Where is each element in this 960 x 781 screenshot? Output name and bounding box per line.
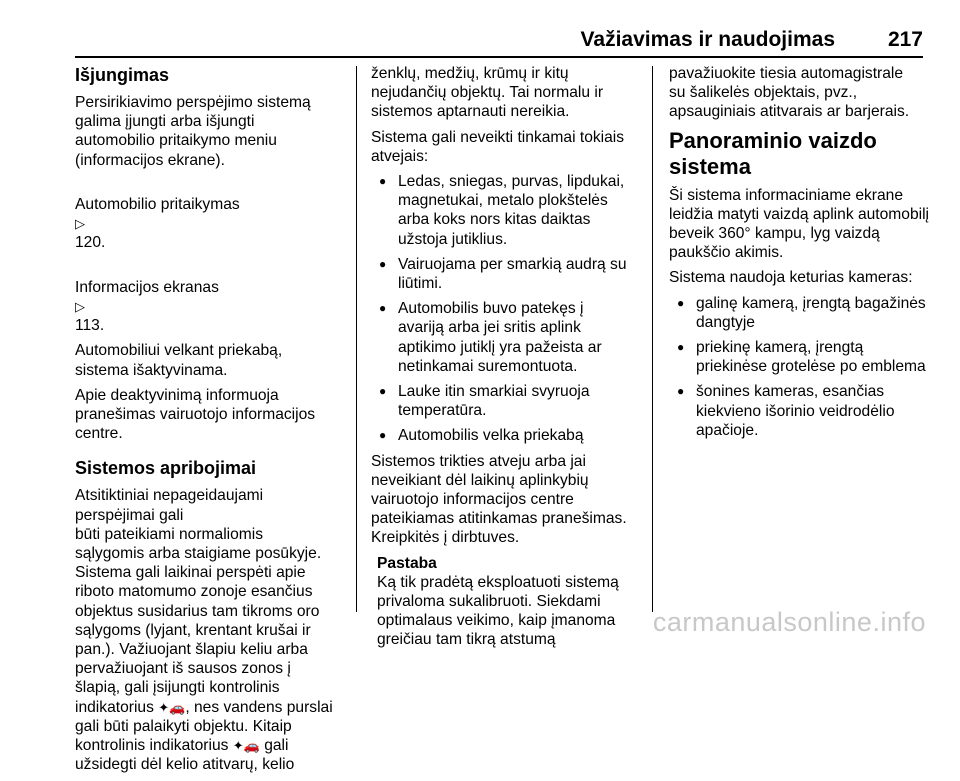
blind-spot-warning-icon: ✦🚗 <box>158 699 186 715</box>
note-box <box>377 554 637 650</box>
paragraph: Sistema naudoja keturias kameras: <box>669 269 913 287</box>
page-number: 217 <box>887 28 923 51</box>
blind-spot-warning-icon: ✦🚗 <box>232 738 260 754</box>
page-ref-link[interactable]: 113. <box>75 317 105 335</box>
column-2 <box>371 64 637 650</box>
page-ref-arrow-icon: ▷ <box>75 216 85 232</box>
paragraph: Persirikiavimo perspėjimo sistemą galima įjungti arba išjungti automobilio pritaikymo meniu (informacijos ekrane). <box>75 94 311 169</box>
list-item: ● galinę kamerą, įrengtą bagažinės dangtyje <box>669 294 931 332</box>
paragraph: ženklų, medžių, krūmų ir kitų nejudančių objektų. Tai normalu ir sistemos aptarnauti nereikia. <box>371 65 604 121</box>
paragraph: pavažiuokite tiesia automagistrale su šalikelės objektais, pvz., apsauginiais atitvarais ar barjerais. <box>669 65 910 121</box>
section-heading-apribojimai: Sistemos apribojimai <box>75 458 257 479</box>
list-item: ● Lauke itin smarkiai svyruoja temperatūra. <box>371 382 637 420</box>
column-1 <box>75 64 347 781</box>
cross-reference: Automobilio pritaikymas ▷ 120. <box>75 196 240 252</box>
list-item: ● Automobilis buvo patekęs į avariją arba jei sritis aplink aptikimo jutiklį yra pažeista ar netinkamai suremontuota. <box>371 299 637 376</box>
list-item: ● Vairuojama per smarkią audrą su liūtimi. <box>371 255 637 293</box>
page-header <box>75 20 923 58</box>
column-3 <box>669 64 931 446</box>
paragraph: Sistema gali neveikti tinkamai tokiais atvejais: <box>371 128 625 165</box>
list-item: ● Automobilis velka priekabą <box>371 426 637 445</box>
camera-list <box>669 294 931 440</box>
paragraph: Apie deaktyvinimą informuoja pranešimas vairuotojo informacijos centre. <box>75 386 316 443</box>
list-item: ● priekinę kamerą, įrengtą priekinėse grotelėse po emblema <box>669 338 931 376</box>
chapter-title: Važiavimas ir naudojimas <box>580 28 835 51</box>
paragraph-limitations: Atsitiktiniai nepageidaujami perspėjimai gali būti pateikiami normaliomis sąlygomis arba staigiame posūkyje. Sistema gali laikinai perspėti apie riboto matomumo zonoje esančius objektus susidarius tam tikroms oro sąlygoms (lyjant, krentant krušai ir pan.). Važiuojant šlapiu keliu arba pervažiuojant iš sausos zonos į šlapią, gali įsijungti kontrolinis indikatorius ✦🚗, nes vandens purslai gali būti palaikyti objektu. Kitaip kontrolinis indikatorius ✦🚗 gali užsidegti dėl kelio atitvarų, kelio <box>75 487 333 774</box>
paragraph: Automobiliui velkant priekabą, sistema išaktyvinama. <box>75 342 283 379</box>
page-ref-arrow-icon: ▷ <box>75 299 85 315</box>
column-divider-1 <box>356 66 357 612</box>
limitations-list <box>371 172 637 446</box>
cross-reference: Informacijos ekranas ▷ 113. <box>75 278 219 335</box>
page-ref-link[interactable]: 120. <box>75 234 106 252</box>
section-heading-isjungimas: Išjungimas <box>75 65 170 85</box>
note-title: Pastaba <box>377 554 437 572</box>
column-divider-2 <box>652 66 653 612</box>
note-body: Ką tik pradėtą eksploatuoti sistemą privaloma sukalibruoti. Siekdami optimalaus veikimo, kaip įmanoma greičiau tam tikrą atstumą <box>377 573 619 649</box>
list-item: ● šonines kameras, esančias kiekvieno išorinio veidrodėlio apačioje. <box>669 382 931 440</box>
paragraph: Ši sistema informaciniame ekrane leidžia matyti vaizdą aplink automobilį beveik 360° kampu, lyg vaizdą paukščio akimis. <box>669 186 930 262</box>
section-heading-panoraminio: Panoraminio vaizdo sistema <box>669 127 877 179</box>
watermark: carmanualsonline.info <box>652 607 926 637</box>
list-item: ● Ledas, sniegas, purvas, lipdukai, magnetukai, metalo plokštelės arba koks nors kitas daiktas užstoja jutiklius. <box>371 172 637 249</box>
paragraph: Sistemos trikties atveju arba jai neveikiant dėl laikinų aplinkybių vairuotojo informacijos centre pateikiamas atitinkamas pranešimas. Kreipkitės į dirbtuves. <box>371 452 627 547</box>
